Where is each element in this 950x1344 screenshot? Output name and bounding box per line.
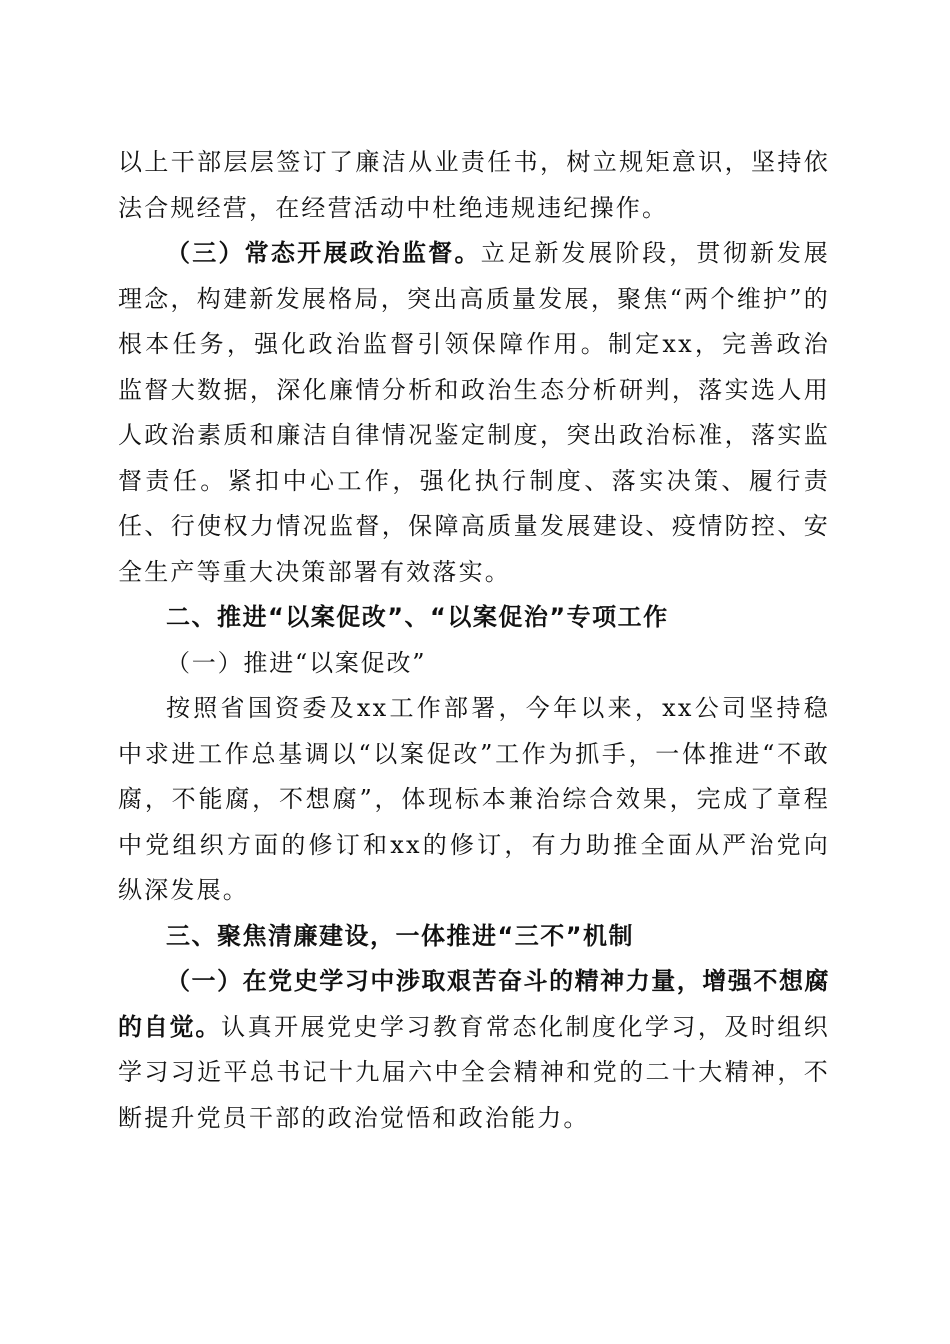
subsection-heading-2-1: （一）推进“以案促改” [166, 648, 427, 677]
paragraph-case-reform [118, 686, 830, 914]
paragraph-cadre-responsibility [118, 140, 830, 231]
paragraph-text: 按照省国资委及xx工作部署，今年以来，xx公司坚持稳中求进工作总基调以“以案促改”工作为抓手，一体推进“不敢腐，不能腐，不想腐”，体现标本兼治综合效果，完成了章程中党组织方面的修订和xx的修订，有力助推全面从严治党向纵深发展。 [118, 694, 830, 904]
paragraph-party-history [118, 959, 830, 1141]
section-heading-2: 二、推进“以案促改”、“以案促治”专项工作 [166, 603, 669, 631]
paragraph-text: 立足新发展阶段，贯彻新发展理念，构建新发展格局，突出高质量发展，聚焦“两个维护”的根本任务，强化政治监督引领保障作用。制定xx，完善政治监督大数据，深化廉情分析和政治生态分析研判，落实选人用人政治素质和廉洁自律情况鉴定制度，突出政治标准，落实监督责任。紧扣中心工作，强化执行制度、落实决策、履行责任、行使权力情况监督，保障高质量发展建设、疫情防控、安全生产等重大决策部署有效落实。 [118, 239, 830, 586]
section-lead-party-history: （一）在党史学习中涉取艰苦奋斗的精神力量，增强不想腐的自觉。 [118, 967, 830, 1041]
section-lead-political-supervision: （三）常态开展政治监督。 [166, 239, 481, 267]
document-page [118, 140, 830, 1141]
section-heading-3: 三、聚焦清廉建设，一体推进“三不”机制 [166, 921, 635, 950]
paragraph-text: 以上干部层层签订了廉洁从业责任书，树立规矩意识，坚持依法合规经营，在经营活动中杜绝违规违纪操作。 [118, 148, 830, 222]
paragraph-text: 认真开展党史学习教育常态化制度化学习，及时组织学习习近平总书记十九届六中全会精神和党的二十大精神，不断提升党员干部的政治觉悟和政治能力。 [118, 1012, 830, 1132]
paragraph-political-supervision [118, 231, 830, 595]
